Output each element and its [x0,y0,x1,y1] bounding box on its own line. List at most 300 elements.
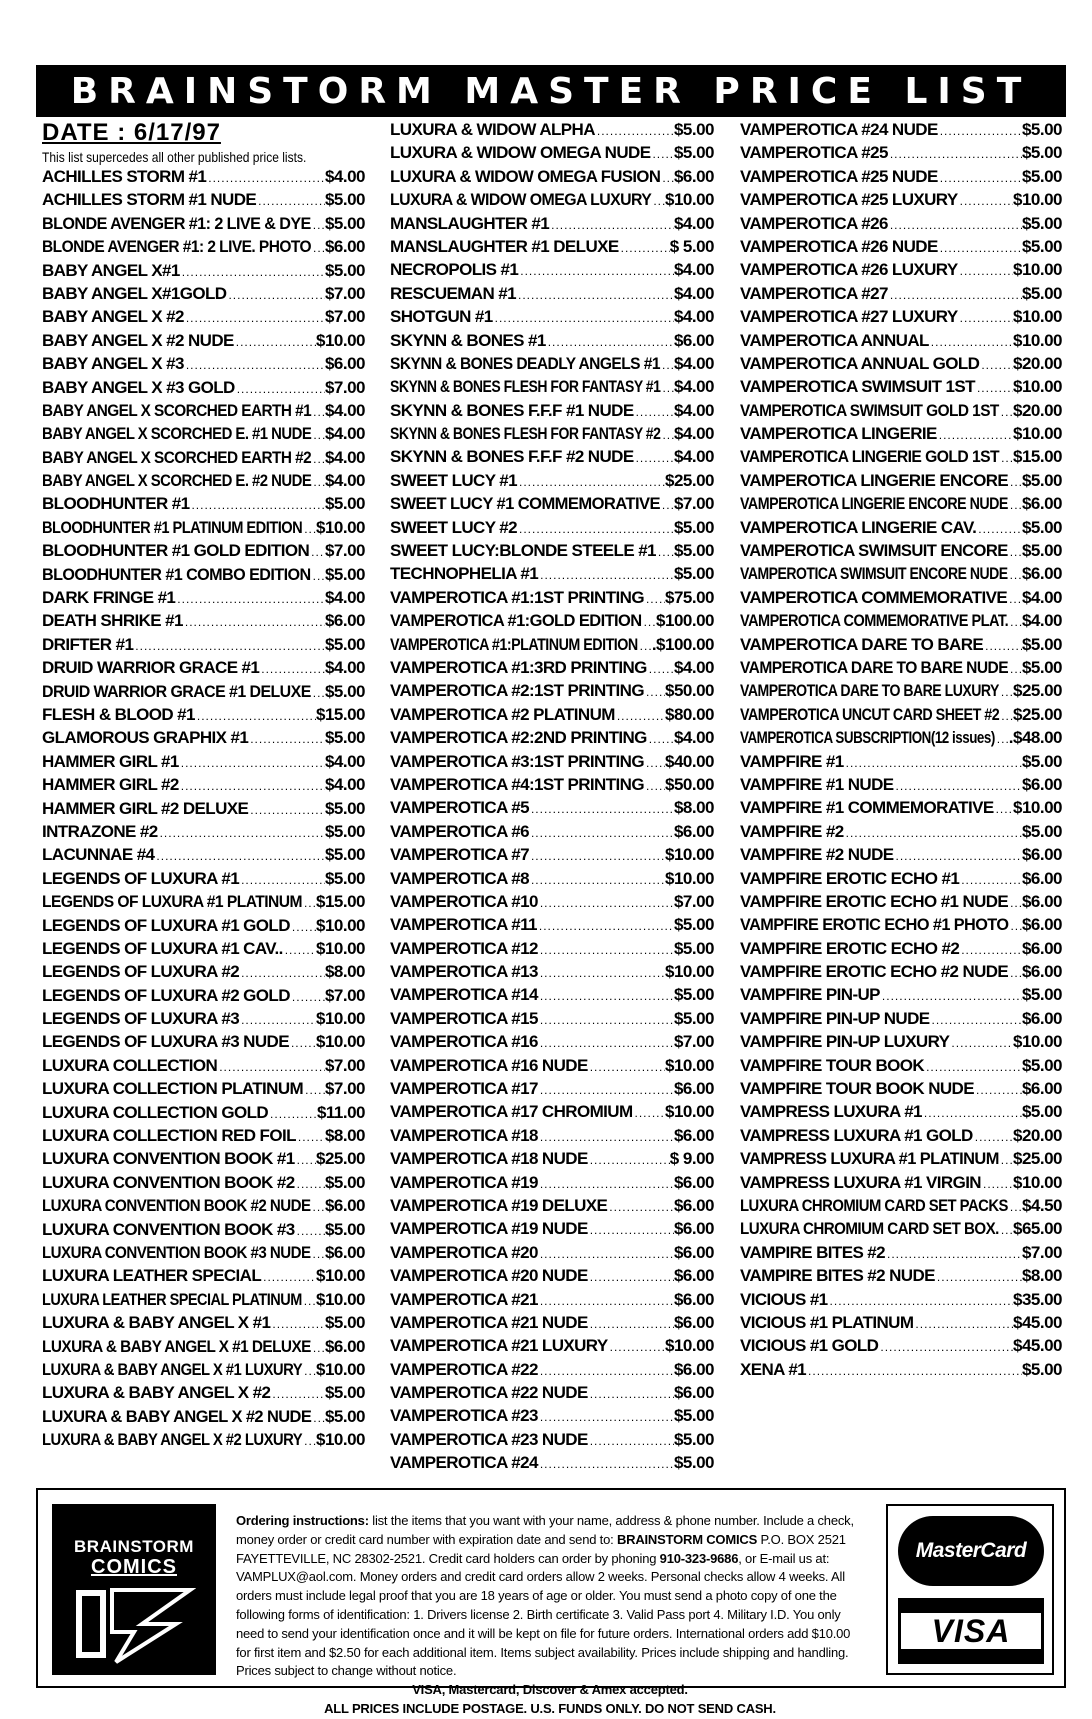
dot-leader [493,307,674,328]
dot-leader [239,869,325,890]
price-row [390,609,714,632]
item-title: VAMPRESS LUXURA #1 [740,1102,922,1122]
dot-leader [183,611,325,632]
dot-leader [644,588,665,609]
price-row [42,399,365,422]
item-title: RESCUEMAN #1 [390,283,516,303]
item-title: VAMPEROTICA DARE TO BARE NUDE [740,657,1009,677]
item-title: VAMPFIRE PIN-UP [740,985,880,1005]
item-price: $5.00 [673,143,714,163]
price-row [740,1100,1062,1123]
price-row [390,1217,714,1240]
price-row [42,680,365,703]
item-price: $6.00 [1021,868,1062,888]
dot-leader [248,728,325,749]
price-row [740,1288,1062,1311]
price-row [390,1428,714,1451]
supersede-note: This list supercedes all other published price lists. [42,149,307,165]
item-title: VAMPIRE BITES #2 [740,1242,886,1262]
item-price: $11.00 [316,1102,365,1122]
dot-leader [235,378,325,399]
price-row [390,1358,714,1381]
item-price: $ 9.00 [669,1149,714,1169]
lightning-b-icon [72,1584,196,1664]
price-row [740,633,1062,656]
ordering-box [36,1488,1066,1716]
price-row [390,329,714,352]
dot-leader [935,1266,1022,1287]
item-title: VAMPEROTICA #22 [390,1359,538,1379]
item-price: $5.00 [1021,821,1062,841]
dot-leader [588,1219,674,1240]
dot-leader [538,1243,674,1264]
dot-leader [880,985,1022,1006]
item-price: $10.00 [1013,307,1062,327]
item-price: $5.00 [324,494,365,514]
item-title: VICIOUS #1 GOLD [740,1336,879,1356]
item-price: $6.00 [1021,1079,1062,1099]
item-title: BLOODHUNTER #1 COMBO EDITION [42,564,311,584]
item-price: $7.00 [324,985,365,1005]
item-title: SKYNN & BONES #1 [390,330,546,350]
item-price: $4.00 [673,213,714,233]
item-title: VAMPEROTICA SUBSCRIPTION(12 issues) [740,728,995,748]
price-row [740,445,1062,468]
item-title: BABY ANGEL X #3 [42,354,184,374]
item-price: $5.00 [324,868,365,888]
dot-leader [660,354,674,375]
item-price: $5.00 [324,260,365,280]
item-title: VAMPEROTICA #16 [390,1032,538,1052]
item-price: $4.00 [673,353,714,373]
instructions-text-1: list the items that you want with your name, address & phone number. Include a check, money order or credit card number with expiration date and send to: [236,1513,854,1547]
item-price: $45.00 [1013,1336,1062,1356]
item-title: VAMPFIRE EROTIC ECHO #1 NUDE [740,891,1009,911]
dot-leader [538,892,674,913]
dot-leader [1008,611,1022,632]
dot-leader [538,1009,674,1030]
item-title: LUXURA & BABY ANGEL X #2 LUXURY [42,1430,303,1450]
price-row [390,1241,714,1264]
list-date: DATE : 6/17/97 [42,119,221,146]
price-row [390,703,714,726]
item-price: $6.00 [324,237,365,257]
item-title: VAMPFIRE PIN-UP NUDE [740,1008,930,1028]
item-price: $10.00 [316,517,365,537]
price-row [390,1030,714,1053]
visa-text: VISA [931,1613,1011,1649]
dot-leader [529,869,665,890]
dot-leader [295,1149,316,1170]
item-price: $5.00 [324,821,365,841]
price-row [740,1171,1062,1194]
item-price: $10.00 [1013,798,1062,818]
price-row [42,750,365,773]
item-title: SKYNN & BONES FLESH FOR FANTASY #2 [390,424,661,444]
item-price: $5.00 [324,1172,365,1192]
dot-leader [295,1220,325,1241]
item-price: $6.00 [673,1219,714,1239]
item-price: $4.00 [673,424,714,444]
price-row [42,609,365,632]
price-row [390,656,714,679]
price-row [42,1358,365,1381]
dot-leader [999,705,1013,726]
dot-leader [217,1056,325,1077]
dot-leader [888,214,1022,235]
item-title: VAMPEROTICA COMMEMORATIVE PLAT. [740,611,1009,631]
item-title: VAMPEROTICA #26 LUXURY [740,260,958,280]
item-price: $4.00 [324,588,365,608]
logo-line-2: COMICS [91,1556,177,1578]
price-row [42,1054,365,1077]
item-price: $6.00 [673,1289,714,1309]
price-row [42,1241,365,1264]
price-row [390,1381,714,1404]
item-price: $7.00 [673,891,714,911]
item-price: $10.00 [316,938,365,958]
item-price: $6.00 [673,1172,714,1192]
item-price: $4.00 [324,658,365,678]
item-price: $45.00 [1013,1312,1062,1332]
dot-leader [516,284,674,305]
price-row [42,820,365,843]
item-title: LACUNNAE #4 [42,845,155,865]
dot-leader [979,354,1013,375]
item-title: VAMPEROTICA #20 NUDE [390,1266,588,1286]
dot-leader [158,822,325,843]
item-title: VAMPEROTICA #25 [740,143,888,163]
price-row [42,1077,365,1100]
price-row [740,843,1062,866]
price-row [390,1311,714,1334]
dot-leader [656,541,674,562]
item-price: $4.00 [673,728,714,748]
price-row [42,703,365,726]
brainstorm-comics-logo [52,1504,216,1675]
instructions-text-3: , or E-mail us at: VAMPLUX@aol.com. Money orders and credit card orders allow 2 weeks. Personal checks allow 4 weeks. All orders must include legal proof that you are 18 years of age or older. You must send a photo copy of one the following forms of identification: 1. Drivers license 2. Birth certificate 3. Valid Pass port 4. Military I.D. You only need to send your identification once and it will be kept on file for future orders. International orders add $10.00 for first item and $2.50 for each additional item. Items subject availability. Prices include shipping and handling. Prices subject to change without notice. [236,1550,851,1679]
item-title: VAMPEROTICA #24 [390,1453,538,1473]
item-price: $50.00 [665,774,714,794]
price-row [42,1030,365,1053]
item-price: $4.50 [1021,1195,1062,1215]
dot-leader [311,1407,325,1428]
price-row [42,726,365,749]
dot-leader [806,1360,1022,1381]
item-title: VAMPEROTICA #13 [390,962,538,982]
item-price: $25.00 [665,470,714,490]
item-price: $6.00 [673,1242,714,1262]
item-title: VAMPEROTICA #19 [390,1172,538,1192]
item-title: VAMPEROTICA DARE TO BARE [740,634,984,654]
item-title: XENA #1 [740,1359,807,1379]
item-title: VAMPEROTICA #1:PLATINUM EDITION [390,634,638,654]
item-title: VAMPEROTICA ANNUAL GOLD [740,353,980,373]
item-title: LUXURA & BABY ANGEL X #2 NUDE [42,1406,312,1426]
item-title: VAMPFIRE EROTIC ECHO #2 NUDE [740,962,1009,982]
item-title: VAMPEROTICA #21 NUDE [390,1312,588,1332]
item-price: $25.00 [1013,681,1062,701]
dot-leader [660,167,674,188]
item-title: VAMPEROTICA #18 NUDE [390,1149,588,1169]
item-price: $7.00 [324,283,365,303]
price-row [42,1218,365,1241]
price-row [42,563,365,586]
item-title: VAMPEROTICA #6 [390,821,529,841]
item-title: VAMPEROTICA #8 [390,868,529,888]
item-price: $4.00 [673,307,714,327]
price-row [42,188,365,211]
dot-leader [660,424,673,445]
price-row [42,1007,365,1030]
item-price: $25.00 [1013,704,1062,724]
item-title: GLAMOROUS GRAPHIX #1 [42,728,249,748]
dot-leader [1008,564,1022,585]
item-title: LUXURA & BABY ANGEL X #1 [42,1313,271,1333]
item-title: LUXURA COLLECTION RED FOIL [42,1126,296,1146]
price-row [42,656,365,679]
item-title: VAMPFIRE EROTIC ECHO #1 PHOTO [740,915,1009,935]
item-price: $10.00 [1013,190,1062,210]
price-row [390,843,714,866]
dot-leader [975,377,1013,398]
item-price: $6.00 [324,1196,365,1216]
item-price: $10.00 [1013,1032,1062,1052]
item-title: VAMPFIRE #1 [740,751,844,771]
item-title: VAMPEROTICA ANNUAL [740,330,929,350]
dot-leader [538,1032,674,1053]
item-price: $7.00 [673,494,714,514]
dot-leader [311,1337,325,1358]
price-row [42,539,365,562]
dot-leader [180,261,325,282]
item-title: LEGENDS OF LUXURA #3 NUDE [42,1032,289,1052]
item-title: VAMPEROTICA #12 [390,938,538,958]
price-row [390,867,714,890]
dot-leader [607,1196,674,1217]
dot-leader [983,635,1022,656]
item-title: VAMPEROTICA #2:1ST PRINTING [390,681,644,701]
price-row [390,913,714,936]
item-price: $5.00 [673,541,714,561]
item-title: VAMPEROTICA SWIMSUIT 1ST [740,377,975,397]
dot-leader [1008,915,1021,936]
price-row [390,1404,714,1427]
price-row [390,165,714,188]
item-title: VAMPEROTICA SWIMSUIT ENCORE [740,541,1008,561]
dot-leader [311,471,325,492]
item-title: VAMPEROTICA #21 [390,1289,538,1309]
price-row [740,913,1062,936]
item-title: VAMPEROTICA LINGERIE [740,424,937,444]
item-title: DRIFTER #1 [42,634,134,654]
item-title: LUXURA & WIDOW OMEGA FUSION [390,166,661,186]
dot-leader [949,1032,1013,1053]
price-row [740,726,1062,749]
item-title: DEATH SHRIKE #1 [42,611,183,631]
item-price: $80.00 [665,704,714,724]
item-price: $6.00 [1021,891,1062,911]
item-price: $10.00 [1013,377,1062,397]
dot-leader [615,705,665,726]
item-price: $5.00 [1021,1102,1062,1122]
price-row [740,1147,1062,1170]
dot-leader [844,822,1022,843]
dot-leader [538,564,674,585]
item-title: BABY ANGEL X #2 [42,307,184,327]
item-price: $6.00 [673,1125,714,1145]
item-price: $5.00 [1021,143,1062,163]
price-row [740,703,1062,726]
dot-leader [595,120,674,141]
dot-leader [638,635,652,656]
dot-leader [974,1079,1022,1100]
dot-leader [311,1243,325,1264]
price-row [390,1288,714,1311]
price-row [390,188,714,211]
item-price: $4.00 [673,283,714,303]
dot-leader [184,307,325,328]
dot-leader [206,167,325,188]
item-title: VAMPEROTICA COMMEMORATIVE [740,587,1008,607]
item-price: $7.00 [324,1055,365,1075]
price-row [740,656,1062,679]
dot-leader [538,1173,674,1194]
item-price: $5.00 [673,1406,714,1426]
item-price: $7.00 [1021,1242,1062,1262]
price-row [42,259,365,282]
item-title: HAMMER GIRL #2 [42,775,179,795]
dot-leader [644,775,665,796]
price-row [390,282,714,305]
dot-leader [588,1383,674,1404]
dot-leader [270,1383,325,1404]
item-price: $6.00 [673,1079,714,1099]
item-price: $5.00 [324,564,365,584]
dot-leader [311,565,325,586]
dot-leader [994,798,1013,819]
item-price: $6.00 [1021,564,1062,584]
item-title: VAMPEROTICA #14 [390,985,538,1005]
dot-leader [1008,892,1022,913]
price-row [42,1101,365,1124]
item-price: $6.00 [673,1359,714,1379]
item-price: $5.00 [1021,166,1062,186]
item-price: $5.00 [1021,751,1062,771]
item-title: VAMPFIRE PIN-UP LUXURY [740,1032,950,1052]
dot-leader [844,752,1022,773]
dot-leader [311,214,325,235]
logo-line-1: BRAINSTORM [74,1537,194,1556]
dot-leader [999,1149,1013,1170]
item-price: $10.00 [316,915,365,935]
price-row [740,258,1062,281]
item-price: $65.00 [1013,1219,1062,1239]
price-row [42,960,365,983]
dot-leader [644,681,665,702]
item-price: $40.00 [665,751,714,771]
price-row [42,797,365,820]
dot-leader [259,658,325,679]
dot-leader [930,1009,1022,1030]
item-price: $10.00 [1013,424,1062,444]
dot-leader [894,845,1022,866]
item-price: $5.00 [324,728,365,748]
price-row [390,258,714,281]
price-row [42,1288,365,1311]
item-title: NECROPOLIS #1 [390,260,519,280]
item-title: LEGENDS OF LUXURA #1 CAV.. [42,938,283,958]
price-row [740,282,1062,305]
item-title: VAMPEROTICA #1:3RD PRINTING [390,657,647,677]
item-price: $5.00 [673,1453,714,1473]
dot-leader [311,237,325,258]
item-title: DRUID WARRIOR GRACE #1 DELUXE [42,681,311,701]
item-title: VAMPEROTICA #21 LUXURY [390,1336,608,1356]
item-title: VAMPEROTICA UNCUT CARD SHEET #2 [740,704,1000,724]
instructions-label: Ordering instructions: [236,1513,369,1528]
dot-leader [995,728,1009,749]
item-price: $75.00 [665,587,714,607]
item-price: $6.00 [673,1312,714,1332]
item-price: $5.00 [1021,120,1062,139]
dot-leader [973,1126,1013,1147]
item-title: LEGENDS OF LUXURA #1 PLATINUM [42,892,302,912]
item-title: VAMPEROTICA #23 [390,1406,538,1426]
item-title: VAMPFIRE #1 NUDE [740,774,894,794]
item-price: $5.00 [324,798,365,818]
dot-leader [154,845,325,866]
item-price: $6.00 [673,166,714,186]
dot-leader [538,1406,674,1427]
item-title: SWEET LUCY #2 [390,517,517,537]
price-row [740,1264,1062,1287]
item-price: $5.00 [673,938,714,958]
dot-leader [256,190,325,211]
item-price: $5.00 [1021,634,1062,654]
item-title: HAMMER GIRL #2 DELUXE [42,798,249,818]
item-price: $7.00 [324,307,365,327]
dot-leader [1008,494,1022,515]
item-title: VAMPFIRE EROTIC ECHO #1 [740,868,960,888]
item-price: $5.00 [1021,985,1062,1005]
card-logos [886,1504,1054,1675]
item-title: VAMPEROTICA #1:GOLD EDITION [390,611,642,631]
item-price: $4.00 [324,167,365,186]
dot-leader [913,1313,1013,1334]
item-price: $5.00 [1021,517,1062,537]
price-row [42,1264,365,1287]
dot-leader [311,1196,325,1217]
price-row [42,446,365,469]
dot-leader [179,775,325,796]
dot-leader [195,705,316,726]
price-row [42,352,365,375]
item-price: $10.00 [316,330,365,350]
ordering-instructions [236,1512,864,1719]
item-title: VAMPEROTICA #25 LUXURY [740,190,958,210]
price-row [740,960,1062,983]
price-row [42,492,365,515]
item-title: VAMPEROTICA LINGERIE CAV. [740,517,977,537]
item-price: $4.00 [324,775,365,795]
dot-leader [311,448,325,469]
item-title: VAMPEROTICA DARE TO BARE LUXURY [740,681,999,701]
item-price: $6.00 [673,1266,714,1286]
item-price: $5.00 [324,213,365,233]
price-row [390,820,714,843]
dot-leader [660,494,674,515]
